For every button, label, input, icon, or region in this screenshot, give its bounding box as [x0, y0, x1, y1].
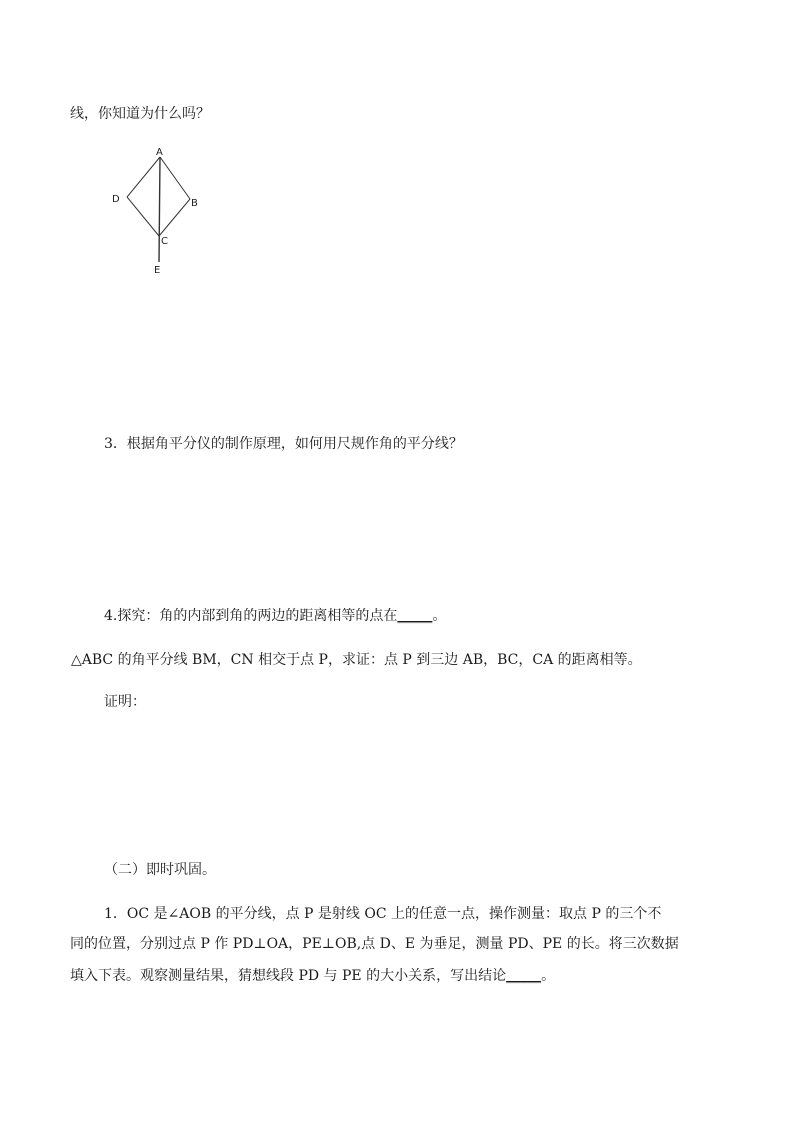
label-E: E: [154, 265, 161, 276]
label-D: D: [112, 194, 120, 205]
exercise-1-line-2: 同的位置，分别过点 P 作 PD⊥OA，PE⊥OB,点 D、E 为垂足，测量 PD、PE 的长。将三次数据: [70, 936, 679, 952]
label-A: A: [156, 147, 163, 158]
question-4-statement: △ABC 的角平分线 BM，CN 相交于点 P，求证：点 P 到三边 AB，BC，CA 的距离相等。: [71, 652, 642, 668]
segment-DC: [127, 197, 159, 236]
answer-blank: _____: [397, 608, 433, 624]
angle-bisector-diagram: [100, 140, 220, 280]
label-C: C: [161, 236, 168, 247]
question-3: 3．根据角平分仪的制作原理，如何用尺规作角的平分线？: [104, 436, 463, 452]
question-4-suffix: 。: [432, 608, 447, 624]
section-title: （二）即时巩固。: [104, 862, 216, 878]
exercise-1-line-1: 1．OC 是∠AOB 的平分线，点 P 是射线 OC 上的任意一点，操作测量：取点 P 的三个不: [104, 906, 662, 922]
exercise-1-line-3-suffix: 。: [541, 968, 556, 984]
segment-AD: [127, 157, 160, 197]
exercise-1-line-3: [70, 966, 555, 986]
proof-label: 证明：: [104, 694, 146, 710]
exercise-1-line-3-prefix: 填入下表。观察测量结果，猜想线段 PD 与 PE 的大小关系，写出结论: [70, 968, 507, 984]
intro-tail-text: 线，你知道为什么吗？: [70, 106, 210, 122]
label-B: B: [191, 198, 198, 209]
conclusion-blank: _____: [506, 968, 542, 984]
segment-AB: [160, 157, 190, 199]
question-4-prefix: 4.探究：角的内部到角的两边的距离相等的点在: [104, 608, 398, 624]
segment-AE: [159, 157, 160, 262]
segment-BC: [159, 199, 190, 236]
question-4: [104, 606, 446, 626]
